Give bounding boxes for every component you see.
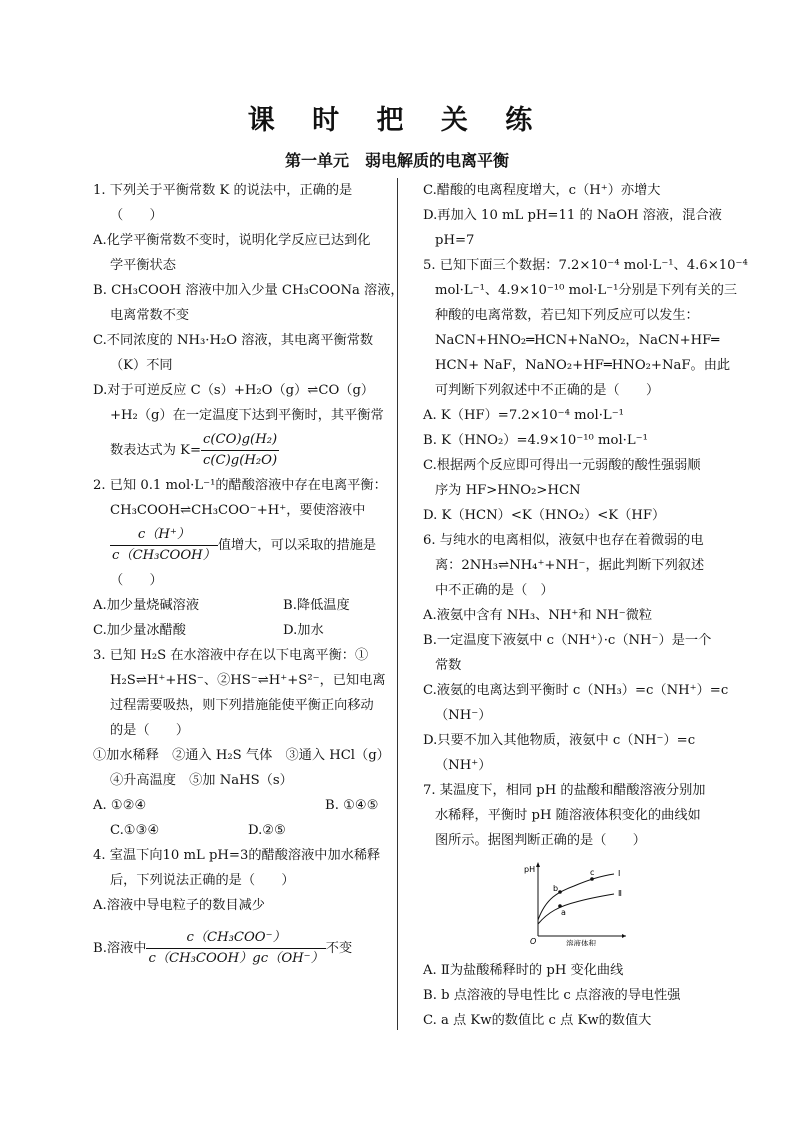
q2-stem-cont: CH₃COOH⇌CH₃COO⁻+H⁺，要使溶液中 <box>110 503 366 518</box>
q6-stem-cont2: 中不正确的是（ ） <box>435 583 554 598</box>
q7-stem-cont2: 图所示。据图判断正确的是（ ） <box>435 833 646 848</box>
q3-stem-cont1: H₂S⇌H⁺+HS⁻、②HS⁻⇌H⁺+S²⁻，已知电离 <box>110 673 386 688</box>
q1-fraction-denominator: c(C)g(H₂O) <box>203 453 278 468</box>
q5-option-c-cont: 序为 HF>HNO₂>HCN <box>435 483 581 498</box>
point-label-b: b <box>553 884 559 893</box>
q1-option-d-expression <box>93 428 388 473</box>
q4-option-b <box>93 918 388 978</box>
x-axis-arrow <box>622 934 626 938</box>
q1-option-a: A.化学平衡常数不变时，说明化学反应已达到化 <box>93 233 371 248</box>
q6-option-b-cont: 常数 <box>435 658 462 673</box>
q6-option-d-cont: （NH⁺） <box>435 758 492 773</box>
q1-option-b-cont: 电离常数不变 <box>110 308 190 323</box>
q5-option-c: C.根据两个反应即可得出一元弱酸的酸性强弱顺 <box>423 458 701 473</box>
q5-stem-cont3: NaCN+HNO₂═HCN+NaNO₂，NaCN+HF═ <box>435 333 720 348</box>
q4-option-d: D.再加入 10 mL pH=11 的 NaOH 溶液，混合液 <box>423 208 722 223</box>
q2-option-c: C.加少量冰醋酸 <box>93 623 186 638</box>
q2-option-a: A.加少量烧碱溶液 <box>93 598 200 613</box>
q2-paren: （ ） <box>110 573 163 588</box>
q7-stem: 7. 某温度下，相同 pH 的盐酸和醋酸溶液分别加 <box>423 783 706 798</box>
q4-stem-cont: 后，下列说法正确的是（ ） <box>110 873 295 888</box>
q3-stem-cont3: 的是（ ） <box>110 723 190 738</box>
q5-option-a: A. K（HF）=7.2×10⁻⁴ mol·L⁻¹ <box>423 408 624 423</box>
q6-option-b: B.一定温度下液氨中 c（NH⁺）·c（NH⁻）是一个 <box>423 633 712 648</box>
q2-options-row2 <box>93 618 388 643</box>
q5-stem-cont2: 种酸的电离常数，若已知下列反应可以发生： <box>435 308 699 323</box>
q3-measures: ①加水稀释 ②通入 H₂S 气体 ③通入 HCl（g） <box>93 748 390 763</box>
q4-fraction <box>146 928 325 969</box>
series-label-I: Ⅰ <box>618 869 621 878</box>
q6-stem-cont1: 离：2NH₃⇌NH₄⁺+NH⁻，据此判断下列叙述 <box>435 558 705 573</box>
q4-option-d-cont: pH=7 <box>435 233 475 248</box>
q6-option-d: D.只要不加入其他物质，液氨中 c（NH⁻）=c <box>423 733 696 748</box>
q3-option-c: C.①③④ <box>110 823 160 838</box>
q2-options-row1 <box>93 593 388 618</box>
q7-option-c: C. a 点 Kw的数值比 c 点 Kw的数值大 <box>423 1013 652 1028</box>
q1-option-c-cont: （K）不同 <box>110 358 173 373</box>
q2-option-d: D.加水 <box>283 623 324 638</box>
q6-option-c-cont: （NH⁻） <box>435 708 492 723</box>
unit-subtitle: 第一单元 弱电解质的电离平衡 <box>284 151 509 170</box>
q7-option-a: A. Ⅱ为盐酸稀释时的 pH 变化曲线 <box>423 963 624 978</box>
x-axis-label: 溶液体积 <box>566 939 596 946</box>
q4-fraction-numerator: c（CH₃COO⁻） <box>146 928 325 949</box>
q5-stem-cont5: 可判断下列叙述中不正确的是（ ） <box>435 383 660 398</box>
q1-option-d: D.对于可逆反应 C（s）+H₂O（g）⇌CO（g） <box>93 383 375 398</box>
q1-option-b: B. CH₃COOH 溶液中加入少量 CH₃COONa 溶液， <box>93 283 404 298</box>
page-title: 课 时 把 关 练 <box>247 105 547 136</box>
q3-stem: 3. 已知 H₂S 在水溶液中存在以下电离平衡：① <box>93 648 369 663</box>
q5-option-b: B. K（HNO₂）=4.9×10⁻¹⁰ mol·L⁻¹ <box>423 433 648 448</box>
origin-label: O <box>530 937 537 946</box>
q4-stem: 4. 室温下向10 mL pH=3的醋酸溶液中加水稀释 <box>93 848 381 863</box>
q5-stem: 5. 已知下面三个数据：7.2×10⁻⁴ mol·L⁻¹、4.6×10⁻⁴ <box>423 258 748 273</box>
q6-option-a: A.液氨中含有 NH₃、NH⁺和 NH⁻微粒 <box>423 608 653 623</box>
left-column <box>93 178 404 978</box>
q2-fraction <box>110 525 218 566</box>
q3-option-b: B. ①④⑤ <box>325 798 379 813</box>
q2-option-b: B.降低温度 <box>283 598 350 613</box>
q5-stem-cont1: mol·L⁻¹、4.9×10⁻¹⁰ mol·L⁻¹分别是下列有关的三 <box>435 283 738 298</box>
q2-stem: 2. 已知 0.1 mol·L⁻¹的醋酸溶液中存在电离平衡： <box>93 478 387 493</box>
q7-chart-svg <box>518 858 630 946</box>
q1-option-c: C.不同浓度的 NH₃·H₂O 溶液，其电离平衡常数 <box>93 333 374 348</box>
point-b <box>558 890 562 894</box>
q4-fraction-denominator: c（CH₃COOH）gc（OH⁻） <box>148 950 324 966</box>
q7-ph-chart <box>518 858 630 946</box>
q6-stem: 6. 与纯水的电离相似，液氨中也存在着微弱的电 <box>423 533 704 548</box>
point-label-c: c <box>590 868 595 877</box>
y-axis-label: pH <box>524 865 536 874</box>
point-label-a: a <box>561 908 566 917</box>
series-label-II: Ⅱ <box>618 889 622 898</box>
q1-stem: 1. 下列关于平衡常数 K 的说法中，正确的是 <box>93 183 353 198</box>
q1-expr-prefix: 数表达式为 K= <box>110 443 202 458</box>
q3-option-a: A. ①②④ <box>93 798 147 813</box>
q4-option-b-prefix: B.溶液中 <box>93 940 147 956</box>
q3-options-row1 <box>93 793 388 818</box>
q1-fraction <box>201 430 279 471</box>
q2-expr-suffix: 值增大，可以采取的措施是 <box>217 538 377 553</box>
column-divider <box>397 178 398 1030</box>
q1-option-d-cont: +H₂（g）在一定温度下达到平衡时，其平衡常 <box>110 408 384 423</box>
point-c <box>590 877 594 881</box>
q4-option-b-suffix: 不变 <box>325 940 353 956</box>
q1-fraction-numerator: c(CO)g(H₂) <box>201 430 279 451</box>
q7-stem-cont1: 水稀释，平衡时 pH 随溶液体积变化的曲线如 <box>435 808 701 823</box>
q4-option-a: A.溶液中导电粒子的数目减少 <box>93 898 265 913</box>
series-line-II <box>538 894 614 924</box>
y-axis-arrow <box>536 862 540 867</box>
q3-measures-cont: ④升高温度 ⑤加 NaHS（s） <box>110 773 293 788</box>
q1-option-a-cont: 学平衡状态 <box>110 258 176 273</box>
q6-option-c: C.液氨的电离达到平衡时 c（NH₃）=c（NH⁺）=c <box>423 683 729 698</box>
q3-options-row2 <box>93 818 388 843</box>
q5-stem-cont4: HCN+ NaF，NaNO₂+HF═HNO₂+NaF。由此 <box>435 358 731 373</box>
q3-stem-cont2: 过程需要吸热，则下列措施能使平衡正向移动 <box>110 698 374 713</box>
q7-option-b: B. b 点溶液的导电性比 c 点溶液的导电性强 <box>423 988 681 1003</box>
q3-option-d: D.②⑤ <box>248 823 286 838</box>
q2-fraction-denominator: c（CH₃COOH） <box>112 548 216 563</box>
q4-option-c: C.醋酸的电离程度增大，c（H⁺）亦增大 <box>423 183 661 198</box>
q1-paren: （ ） <box>110 208 163 223</box>
q5-option-d: D. K（HCN）<K（HNO₂）<K（HF） <box>423 508 666 523</box>
q2-fraction-numerator: c（H⁺） <box>110 525 218 546</box>
q2-expression <box>93 523 388 568</box>
